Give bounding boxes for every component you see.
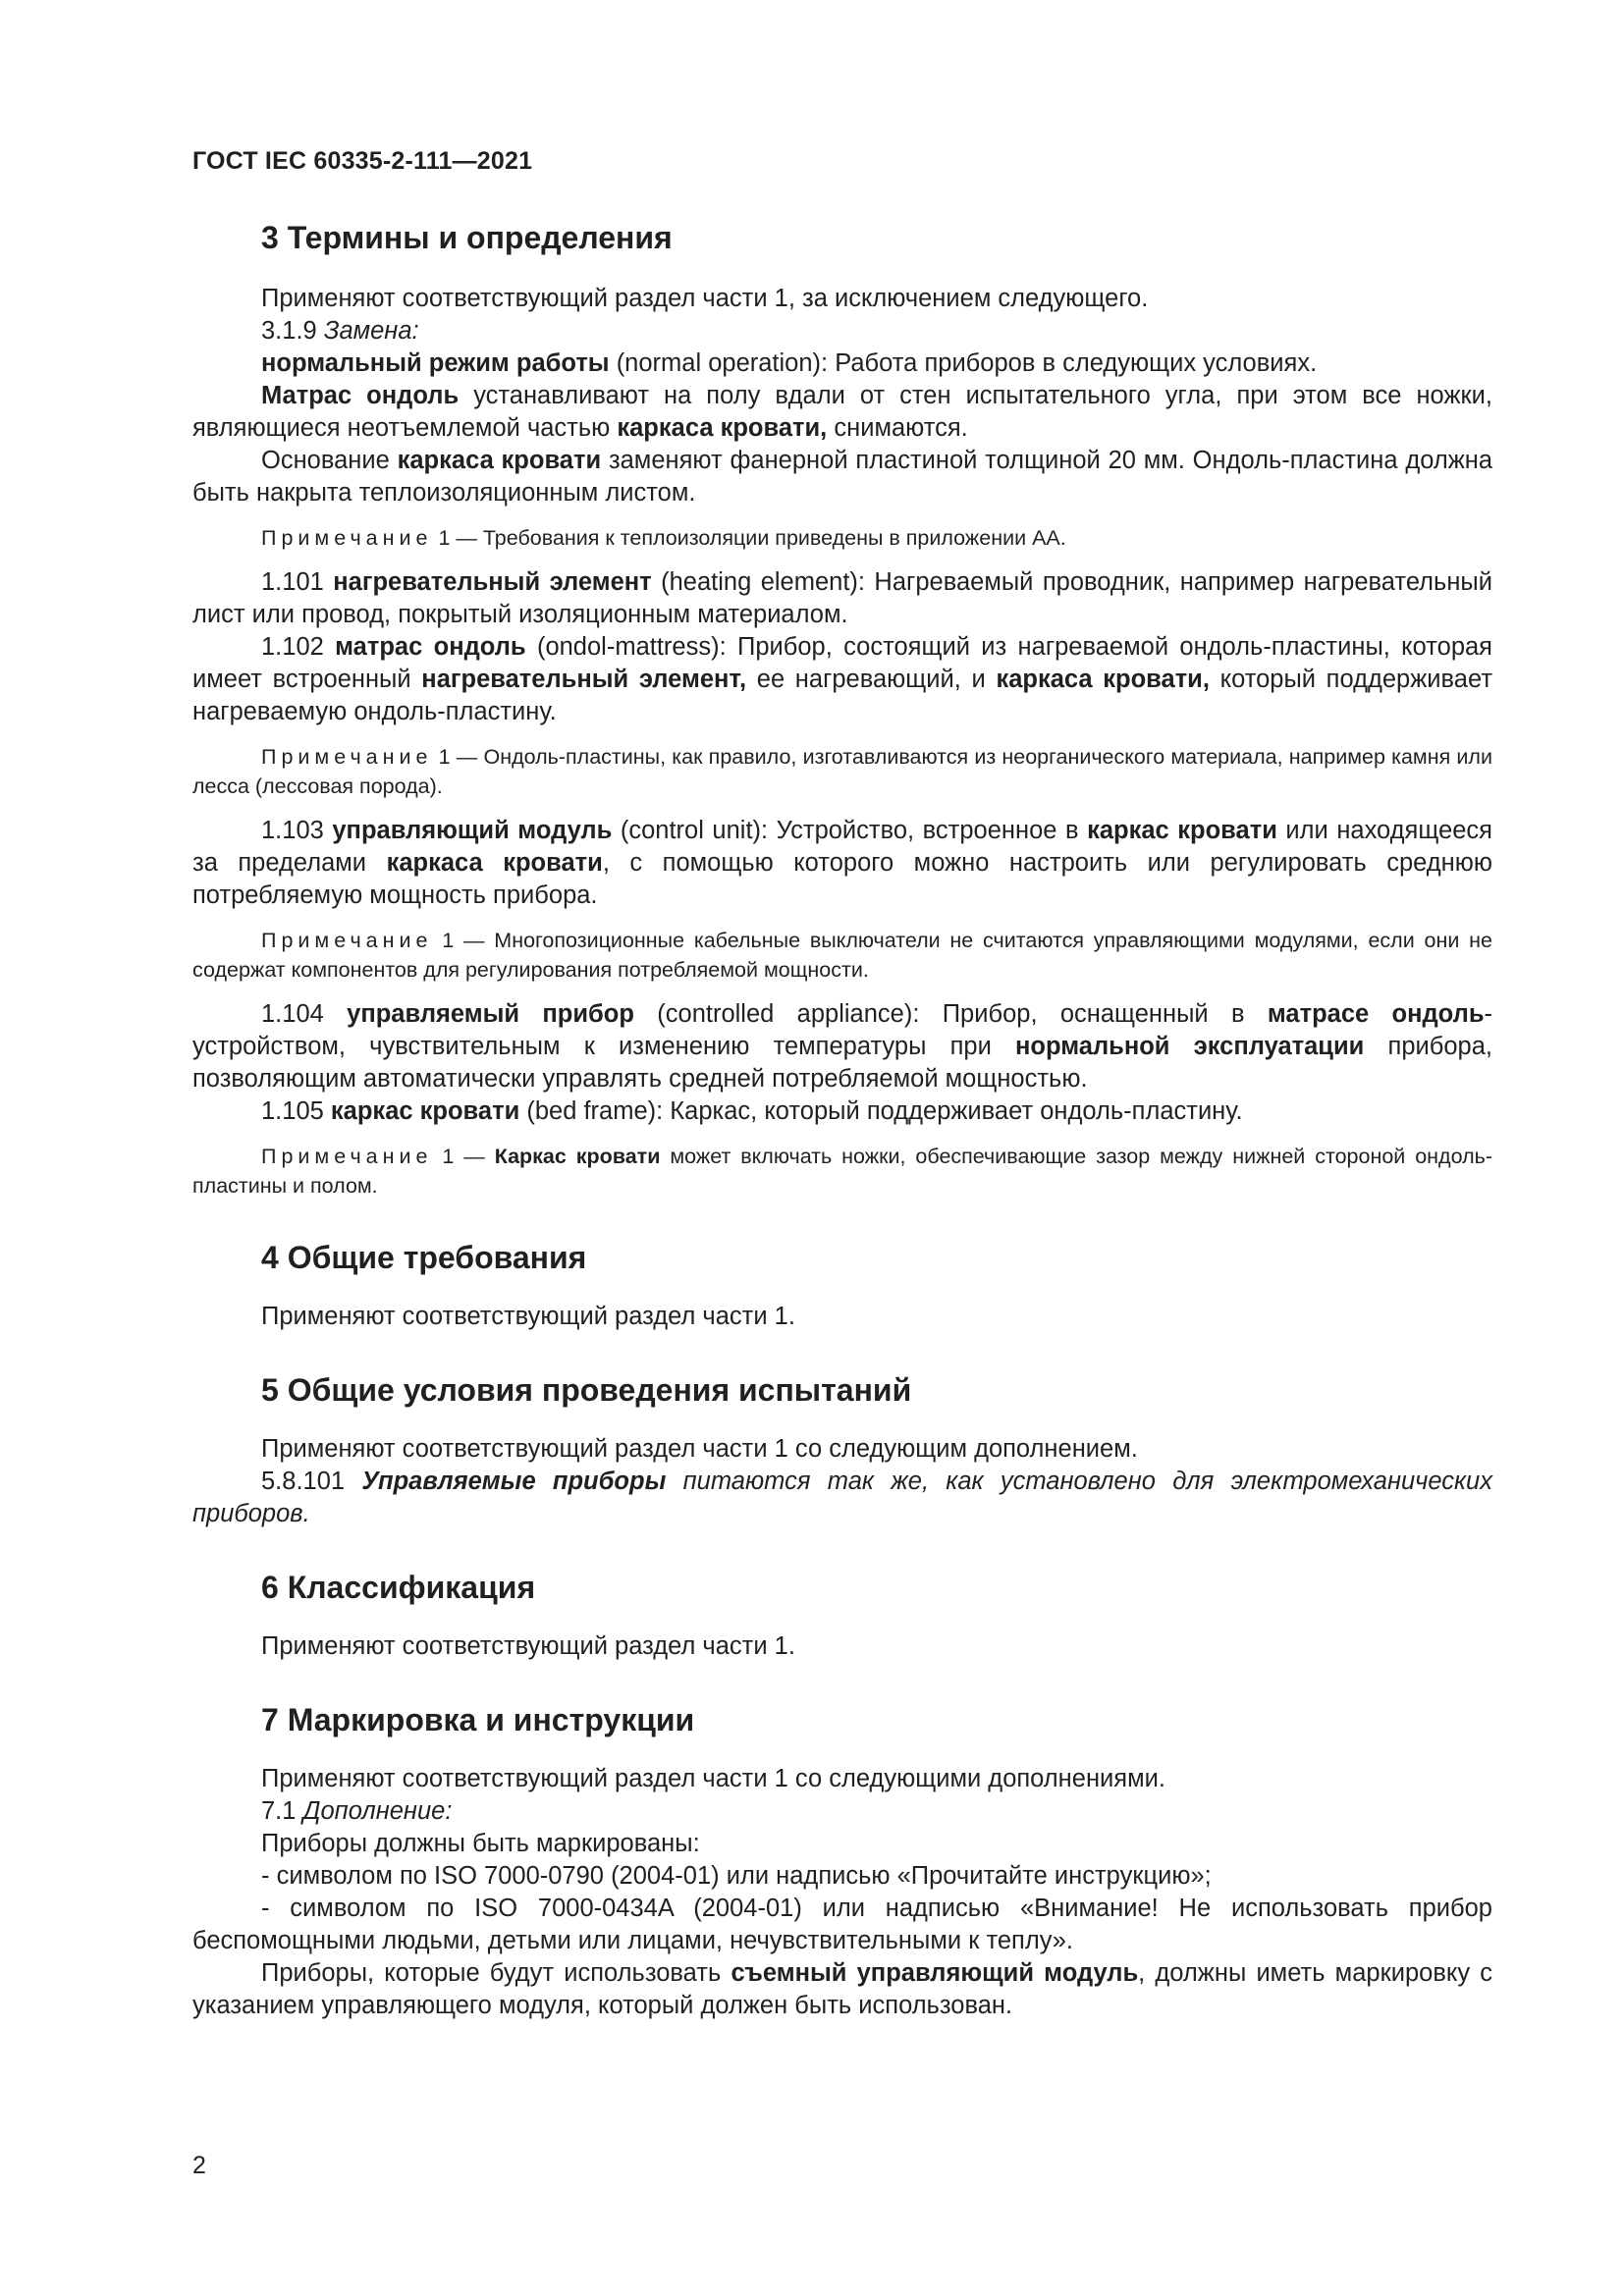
section-4-heading: 4 Общие требования <box>261 1240 587 1275</box>
section-6-heading: 6 Классификация <box>261 1570 536 1605</box>
section-3-intro: Применяют соответствующий раздел части 1, за исключением следующего. <box>261 285 1149 312</box>
section-5-heading: 5 Общие условия проведения испытаний <box>261 1372 912 1408</box>
clause-number: 3.1.9 <box>261 317 317 345</box>
page-number: 2 <box>192 2152 206 2179</box>
section-4-text: Применяют соответствующий раздел части 1. <box>261 1303 795 1330</box>
marking-list-item-1: - символом по ISO 7000-0790 (2004-01) или надписью «Прочитайте инструкцию»; <box>261 1862 1212 1890</box>
term-normal-operation: нормальный режим работы (normal operation): Работа приборов в следующих условиях. <box>261 349 1318 377</box>
document-code-header: ГОСТ IEC 60335-2-111—2021 <box>192 147 533 175</box>
note-4: Примечание 1 — Каркас кровати может включать ножки, обеспечивающие зазор между нижней стороной ондоль-пластины и полом. <box>192 1145 1492 1198</box>
paragraph-removable-control-unit: Приборы, которые будут использовать съемный управляющий модуль, должны иметь маркировку с указанием управляющего модуля, который должен быть использован. <box>192 1959 1493 2019</box>
definition-1-104: 1.104 управляемый прибор (controlled appliance): Прибор, оснащенный в матрасе ондоль-устройством, чувствительным к изменению температуры при нормальной эксплуатации прибора, позволяющим автоматически управлять средней потребляемой мощностью. <box>192 1000 1493 1093</box>
section-5-text: Применяют соответствующий раздел части 1 со следующим дополнением. <box>261 1435 1138 1463</box>
definition-1-102: 1.102 матрас ондоль (ondol-mattress): Прибор, состоящий из нагреваемой ондоль-пластины, которая имеет встроенный нагревательный элемент, ее нагревающий, и каркаса кровати, который поддерживает нагреваемую ондоль-пластину. <box>192 633 1492 725</box>
marking-list-item-2: - символом по ISO 7000-0434A (2004-01) или надписью «Внимание! Не использовать прибор беспомощными людьми, детьми или лицами, нечувствительными к теплу». <box>192 1895 1492 1954</box>
note-3: Примечание 1 — Многопозиционные кабельные выключатели не считаются управляющими модулями, если они не содержат компонентов для регулирования потребляемой мощности. <box>192 929 1492 982</box>
clause-3-1-9 <box>192 315 1492 347</box>
page-content <box>192 218 1492 2022</box>
definition-1-101: 1.101 нагревательный элемент (heating element): Нагреваемый проводник, например нагревательный лист или провод, покрытый изоляционным материалом. <box>192 568 1492 628</box>
section-6-text: Применяют соответствующий раздел части 1. <box>261 1632 795 1660</box>
definition-1-103: 1.103 управляющий модуль (control unit): Устройство, встроенное в каркас кровати или находящееся за пределами каркаса кровати, с помощью которого можно настроить или регулировать среднюю потребляемую мощность прибора. <box>192 817 1493 909</box>
clause-7-1: 7.1 Дополнение: <box>261 1797 453 1825</box>
paragraph-bed-frame-base: Основание каркаса кровати заменяют фанерной пластиной толщиной 20 мм. Ондоль-пластина должна быть накрыта теплоизоляционным листом. <box>192 447 1493 507</box>
section-3-heading: 3 Термины и определения <box>261 220 673 255</box>
section-7-heading: 7 Маркировка и инструкции <box>261 1702 695 1737</box>
paragraph-mattress-placement: Матрас ондоль устанавливают на полу вдали от стен испытательного угла, при этом все ножки, являющиеся неотъемлемой частью каркаса кровати, снимаются. <box>192 382 1492 442</box>
section-7-text: Применяют соответствующий раздел части 1 со следующими дополнениями. <box>261 1765 1165 1792</box>
marking-intro: Приборы должны быть маркированы: <box>261 1830 700 1857</box>
term: нормальный режим работы <box>261 349 610 377</box>
definition-1-105: 1.105 каркас кровати (bed frame): Каркас, который поддерживает ондоль-пластину. <box>261 1097 1243 1125</box>
note-label: Примечание <box>261 526 433 550</box>
clause-label: Замена: <box>323 317 419 345</box>
note-1: Примечание 1 — Требования к теплоизоляции приведены в приложении АА. <box>261 526 1066 550</box>
clause-5-8-101: 5.8.101 Управляемые приборы питаются так же, как установлено для электромеханических приборов. <box>192 1468 1492 1527</box>
note-2: Примечание 1 — Ондоль-пластины, как правило, изготавливаются из неорганического материала, например камня или лесса (лессовая порода). <box>192 745 1492 798</box>
